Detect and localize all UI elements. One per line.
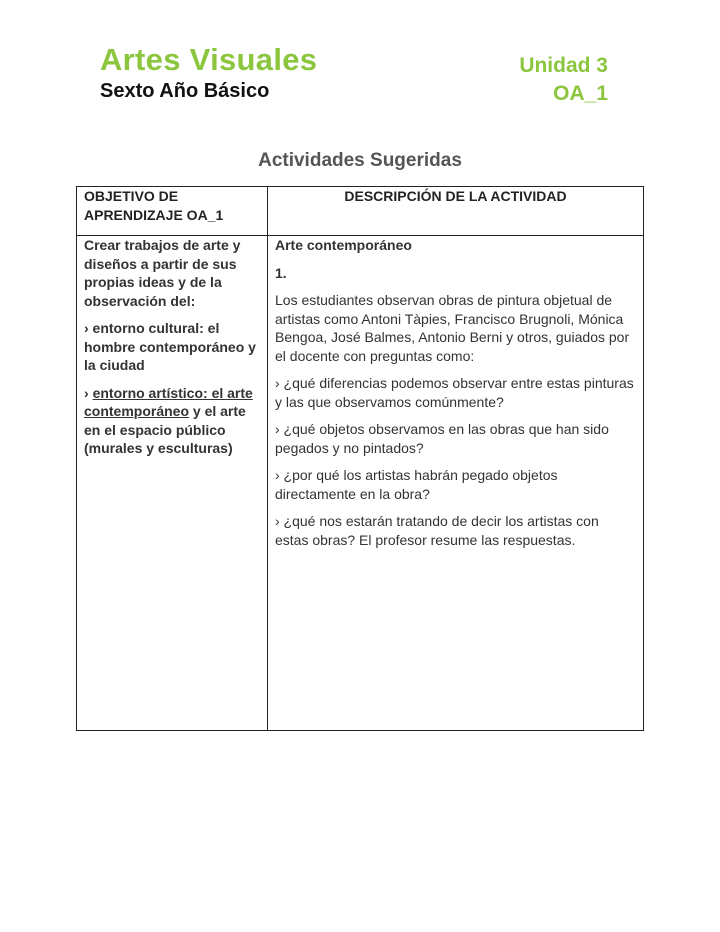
document-title: Artes Visuales	[100, 42, 318, 77]
unit-label: Unidad 3	[519, 54, 608, 77]
table-header-row	[77, 187, 644, 236]
description-column-header: DESCRIPCIÓN DE LA ACTIVIDAD	[268, 187, 644, 236]
document-subtitle: Sexto Año Básico	[100, 80, 270, 102]
objective-item-cultural: › entorno cultural: el hombre contemporáneo y la ciudad	[84, 320, 256, 373]
activity-question-2: › ¿qué objetos observamos en las obras que han sido pegados y no pintados?	[275, 421, 609, 456]
activity-question-4: › ¿qué nos estarán tratando de decir los artistas con estas obras? El profesor resume las respuestas.	[275, 513, 599, 548]
document-header-left	[100, 42, 317, 104]
objective-item-artistic-rest: y el arte en el espacio público (murales y esculturas)	[84, 403, 246, 456]
activity-question-3: › ¿por qué los artistas habrán pegado objetos directamente en la obra?	[275, 467, 558, 502]
section-title: Actividades Sugeridas	[258, 150, 462, 171]
objective-code: OA_1	[553, 82, 608, 105]
activity-paragraph: Los estudiantes observan obras de pintura objetual de artistas como Antoni Tàpies, Francisco Brugnoli, Mónica Bengoa, José Balmes, Antonio Berni y otros, guiados por el docente con preguntas como:	[275, 292, 630, 364]
document-header-right	[519, 52, 608, 108]
table-body-row	[77, 236, 644, 731]
objective-cell	[77, 236, 268, 731]
objective-item-artistic	[84, 384, 260, 458]
objective-column-header: OBJETIVO DE APRENDIZAJE OA_1	[77, 187, 268, 236]
activity-question-1: › ¿qué diferencias podemos observar entre estas pinturas y las que observamos comúnmente?	[275, 375, 634, 410]
activity-number: 1.	[275, 264, 287, 281]
description-cell	[268, 236, 644, 731]
activity-title: Arte contemporáneo	[275, 237, 412, 253]
objective-item-artistic-bullet: ›	[84, 384, 93, 401]
objective-item-artistic-underlined: entorno artístico: el arte contemporáneo	[84, 384, 253, 419]
objective-intro: Crear trabajos de arte y diseños a partir de sus propias ideas y de la observación del:	[84, 237, 241, 309]
activity-table	[76, 186, 644, 731]
